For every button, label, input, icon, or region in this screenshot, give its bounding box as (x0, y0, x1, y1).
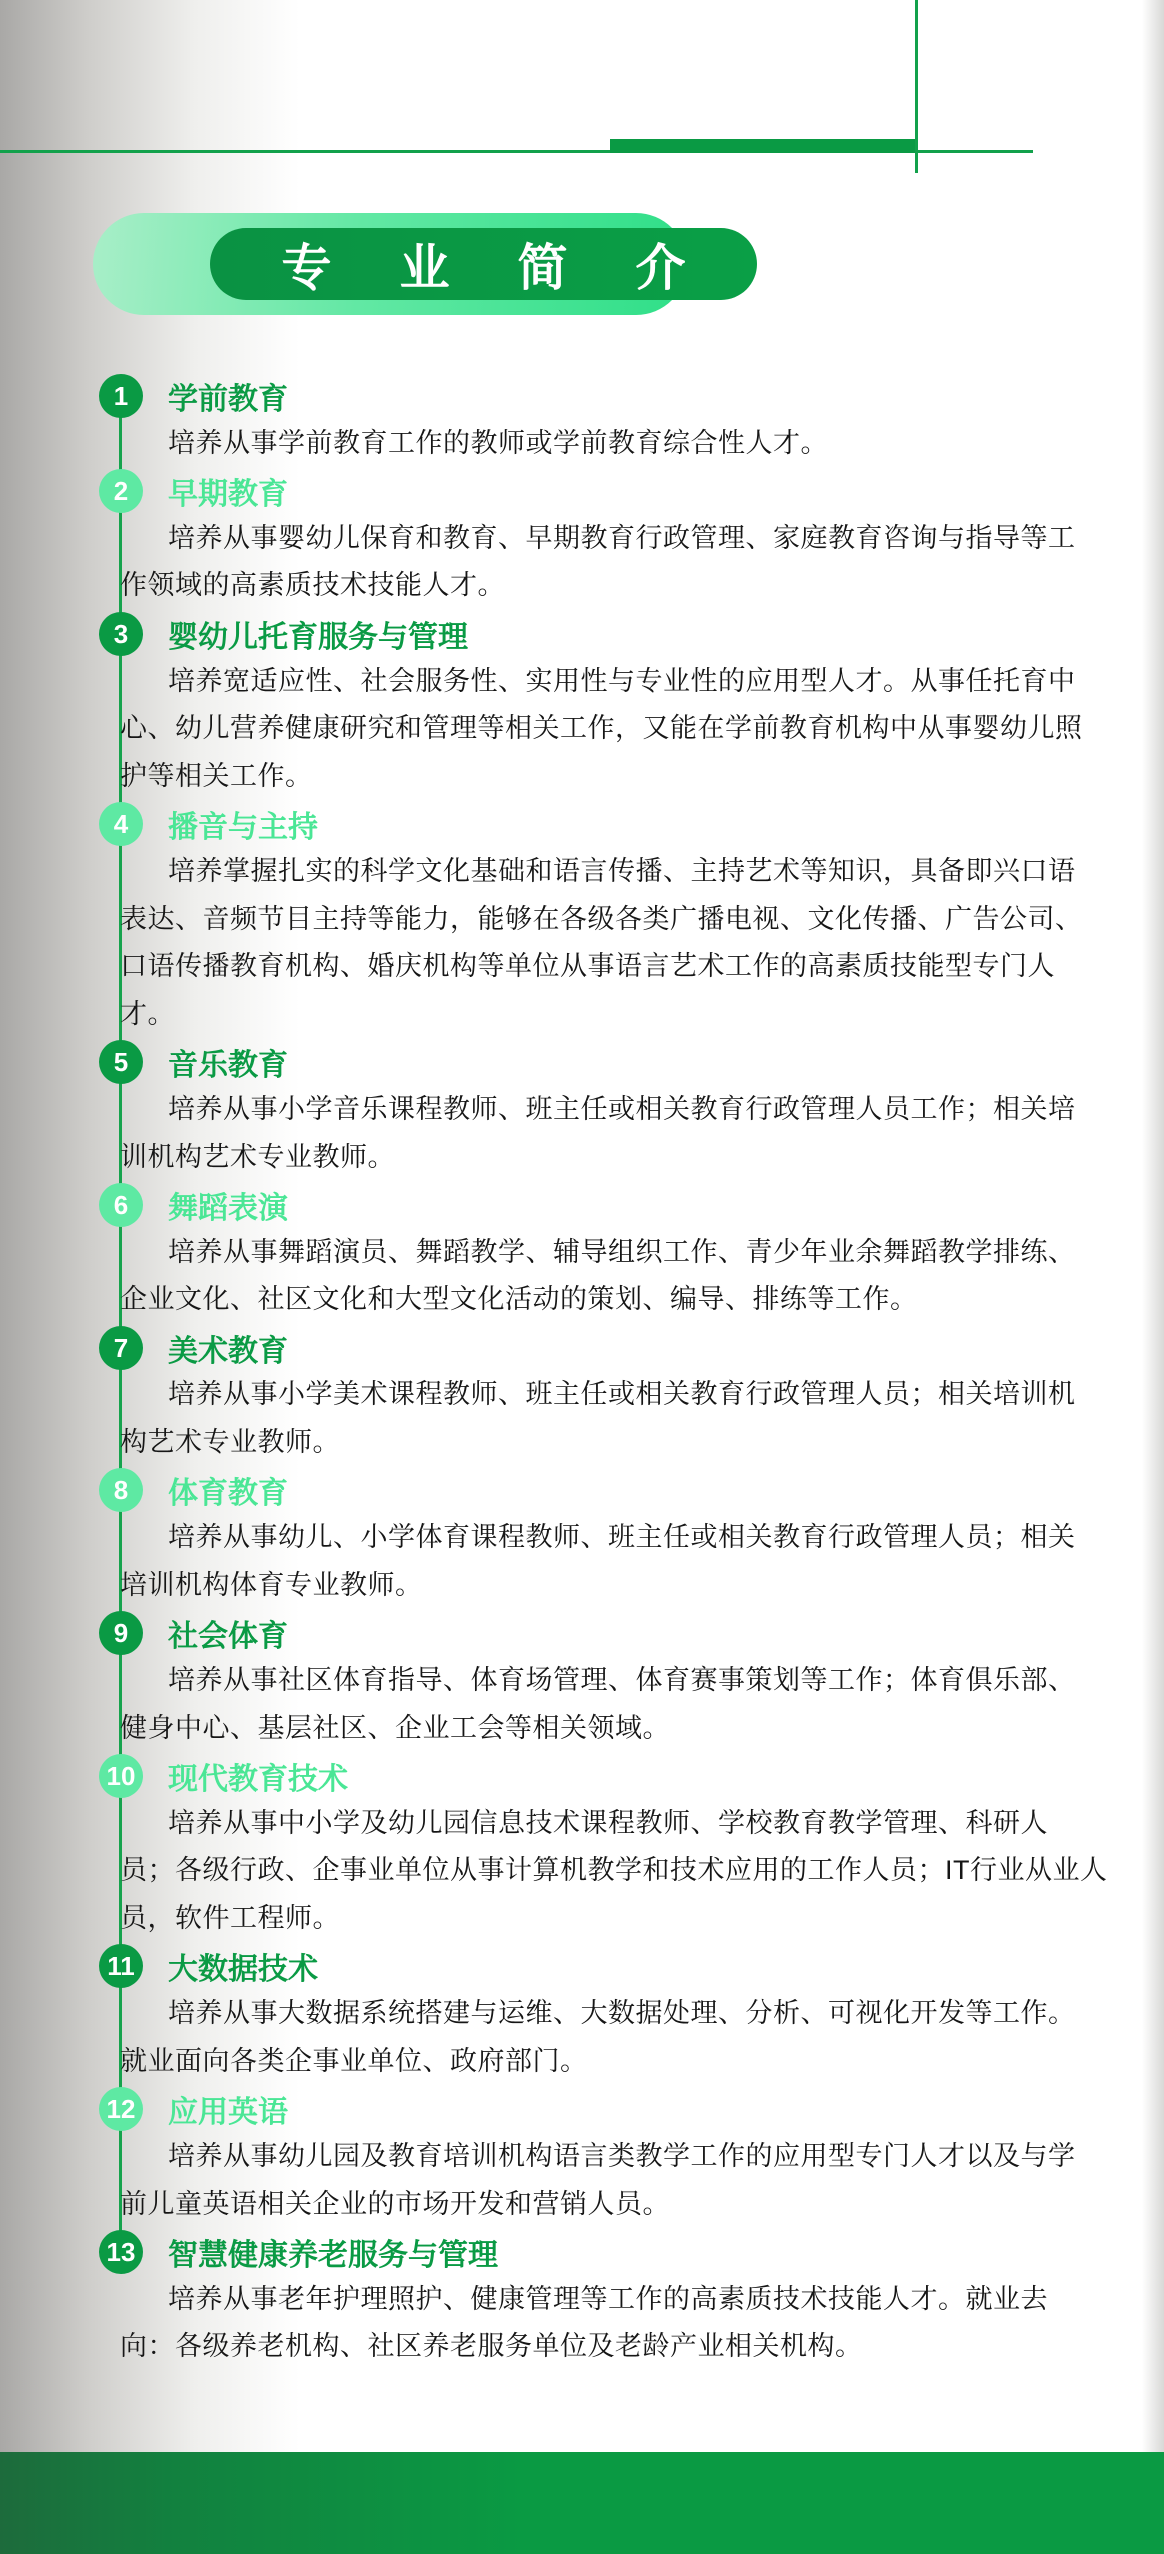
item-description-line: 培训机构体育专业教师。 (120, 1569, 423, 1600)
item-title: 婴幼儿托育服务与管理 (168, 620, 468, 654)
item-description-line: 员；各级行政、企事业单位从事计算机教学和技术应用的工作人员；IT行业从业人 (120, 1855, 1108, 1886)
item-description-line: 培养从事舞蹈演员、舞蹈教学、辅导组织工作、青少年业余舞蹈教学排练、 (168, 1236, 1076, 1267)
item-number-badge: 2 (99, 469, 143, 513)
item-description (0, 2133, 1164, 2228)
item-description-line: 培养宽适应性、社会服务性、实用性与专业性的应用型人才。从事任托育中 (168, 665, 1076, 696)
item-description-line: 训机构艺术专业教师。 (120, 1141, 395, 1172)
item-title: 体育教育 (168, 1477, 288, 1511)
item-description (0, 420, 1164, 468)
item-number-badge: 5 (99, 1040, 143, 1084)
item-description (0, 515, 1164, 610)
major-item (0, 467, 1164, 610)
item-title-row (0, 467, 1164, 515)
item-number-badge: 6 (99, 1183, 143, 1227)
major-item (0, 1038, 1164, 1181)
item-title: 学前教育 (168, 382, 288, 416)
item-description-line: 向：各级养老机构、社区养老服务单位及老龄产业相关机构。 (120, 2331, 863, 2362)
item-title: 舞蹈表演 (168, 1191, 288, 1225)
top-vertical-line (915, 0, 918, 173)
major-item (0, 1324, 1164, 1467)
item-description-line: 企业文化、社区文化和大型文化活动的策划、编导、排练等工作。 (120, 1284, 918, 1315)
item-title: 早期教育 (168, 477, 288, 511)
item-description-line: 前儿童英语相关企业的市场开发和营销人员。 (120, 2188, 670, 2219)
item-title-row (0, 1609, 1164, 1657)
item-number-badge: 8 (99, 1468, 143, 1512)
major-item (0, 1943, 1164, 2086)
bottom-green-band (0, 2452, 1164, 2554)
item-title-row (0, 800, 1164, 848)
item-title: 应用英语 (168, 2096, 288, 2130)
item-description-line: 培养从事大数据系统搭建与运维、大数据处理、分析、可视化开发等工作。 (168, 1998, 1076, 2029)
major-item (0, 2228, 1164, 2371)
top-horizontal-bar (610, 139, 916, 153)
item-description-line: 心、幼儿营养健康研究和管理等相关工作，又能在学前教育机构中从事婴幼儿照 (120, 713, 1083, 744)
item-number-badge: 7 (99, 1326, 143, 1370)
banner-title: 专业简介 (281, 240, 754, 296)
item-description-line: 构艺术专业教师。 (120, 1427, 340, 1458)
item-title-row (0, 1324, 1164, 1372)
item-description-line: 口语传播教育机构、婚庆机构等单位从事语言艺术工作的高素质技能型专门人 (120, 951, 1055, 982)
item-number-badge: 1 (99, 374, 143, 418)
item-description-line: 培养从事幼儿园及教育培训机构语言类教学工作的应用型专门人才以及与学 (168, 2140, 1076, 2171)
item-title-row (0, 2228, 1164, 2276)
item-description (0, 1514, 1164, 1609)
item-description-line: 就业面向各类企事业单位、政府部门。 (120, 2045, 588, 2076)
item-title: 现代教育技术 (168, 1763, 348, 1797)
item-title-row (0, 372, 1164, 420)
item-description-line: 员，软件工程师。 (120, 1903, 340, 1933)
item-description-line: 培养从事婴幼儿保育和教育、早期教育行政管理、家庭教育咨询与指导等工 (168, 522, 1076, 553)
item-title: 音乐教育 (168, 1049, 288, 1083)
major-item (0, 800, 1164, 1038)
item-title-row (0, 1467, 1164, 1515)
item-description (0, 1086, 1164, 1181)
item-title-row (0, 1181, 1164, 1229)
item-description-line: 培养从事小学美术课程教师、班主任或相关教育行政管理人员；相关培训机 (168, 1379, 1076, 1410)
item-title-row (0, 1752, 1164, 1800)
major-item (0, 1467, 1164, 1610)
item-title: 大数据技术 (168, 1953, 318, 1987)
item-description (0, 1800, 1164, 1943)
item-description (0, 2276, 1164, 2371)
item-number-badge: 12 (99, 2087, 143, 2131)
major-item (0, 1609, 1164, 1752)
item-number-badge: 3 (99, 612, 143, 656)
item-description-line: 培养掌握扎实的科学文化基础和语言传播、主持艺术等知识，具备即兴口语 (168, 855, 1076, 886)
item-number-badge: 9 (99, 1611, 143, 1655)
item-description-line: 作领域的高素质技术技能人才。 (120, 570, 505, 601)
item-description-line: 培养从事老年护理照护、健康管理等工作的高素质技术技能人才。就业去 (168, 2283, 1048, 2314)
item-description-line: 培养从事社区体育指导、体育场管理、体育赛事策划等工作；体育俱乐部、 (168, 1665, 1076, 1696)
item-description-line: 表达、音频节目主持等能力，能够在各级各类广播电视、文化传播、广告公司、 (120, 903, 1083, 934)
item-number-badge: 13 (99, 2230, 143, 2274)
item-description-line: 培养从事幼儿、小学体育课程教师、班主任或相关教育行政管理人员；相关 (168, 1522, 1076, 1553)
major-item (0, 1181, 1164, 1324)
item-number-badge: 10 (99, 1754, 143, 1798)
item-description-line: 才。 (120, 998, 175, 1029)
item-title: 美术教育 (168, 1334, 288, 1368)
item-description (0, 658, 1164, 801)
item-title-row (0, 2085, 1164, 2133)
item-description (0, 1229, 1164, 1324)
item-description-line: 护等相关工作。 (120, 760, 313, 791)
item-description-line: 健身中心、基层社区、企业工会等相关领域。 (120, 1712, 670, 1743)
item-number-badge: 4 (99, 802, 143, 846)
item-title-row (0, 1038, 1164, 1086)
item-description-line: 培养从事中小学及幼儿园信息技术课程教师、学校教育教学管理、科研人 (168, 1807, 1048, 1838)
item-description-line: 培养从事学前教育工作的教师或学前教育综合性人才。 (168, 427, 828, 458)
item-description (0, 848, 1164, 1038)
major-item (0, 610, 1164, 800)
majors-list (0, 372, 1164, 2371)
major-item (0, 372, 1164, 467)
item-title-row (0, 1943, 1164, 1991)
item-description (0, 1990, 1164, 2085)
item-description-line: 培养从事小学音乐课程教师、班主任或相关教育行政管理人员工作；相关培 (168, 1093, 1076, 1124)
major-item (0, 1752, 1164, 1942)
item-title: 智慧健康养老服务与管理 (168, 2238, 498, 2272)
item-title: 播音与主持 (168, 811, 318, 845)
item-description (0, 1657, 1164, 1752)
item-number-badge: 11 (99, 1944, 143, 1988)
major-item (0, 2085, 1164, 2228)
item-description (0, 1371, 1164, 1466)
item-title: 社会体育 (168, 1620, 288, 1654)
item-title-row (0, 610, 1164, 658)
banner-title-pill (210, 228, 757, 300)
